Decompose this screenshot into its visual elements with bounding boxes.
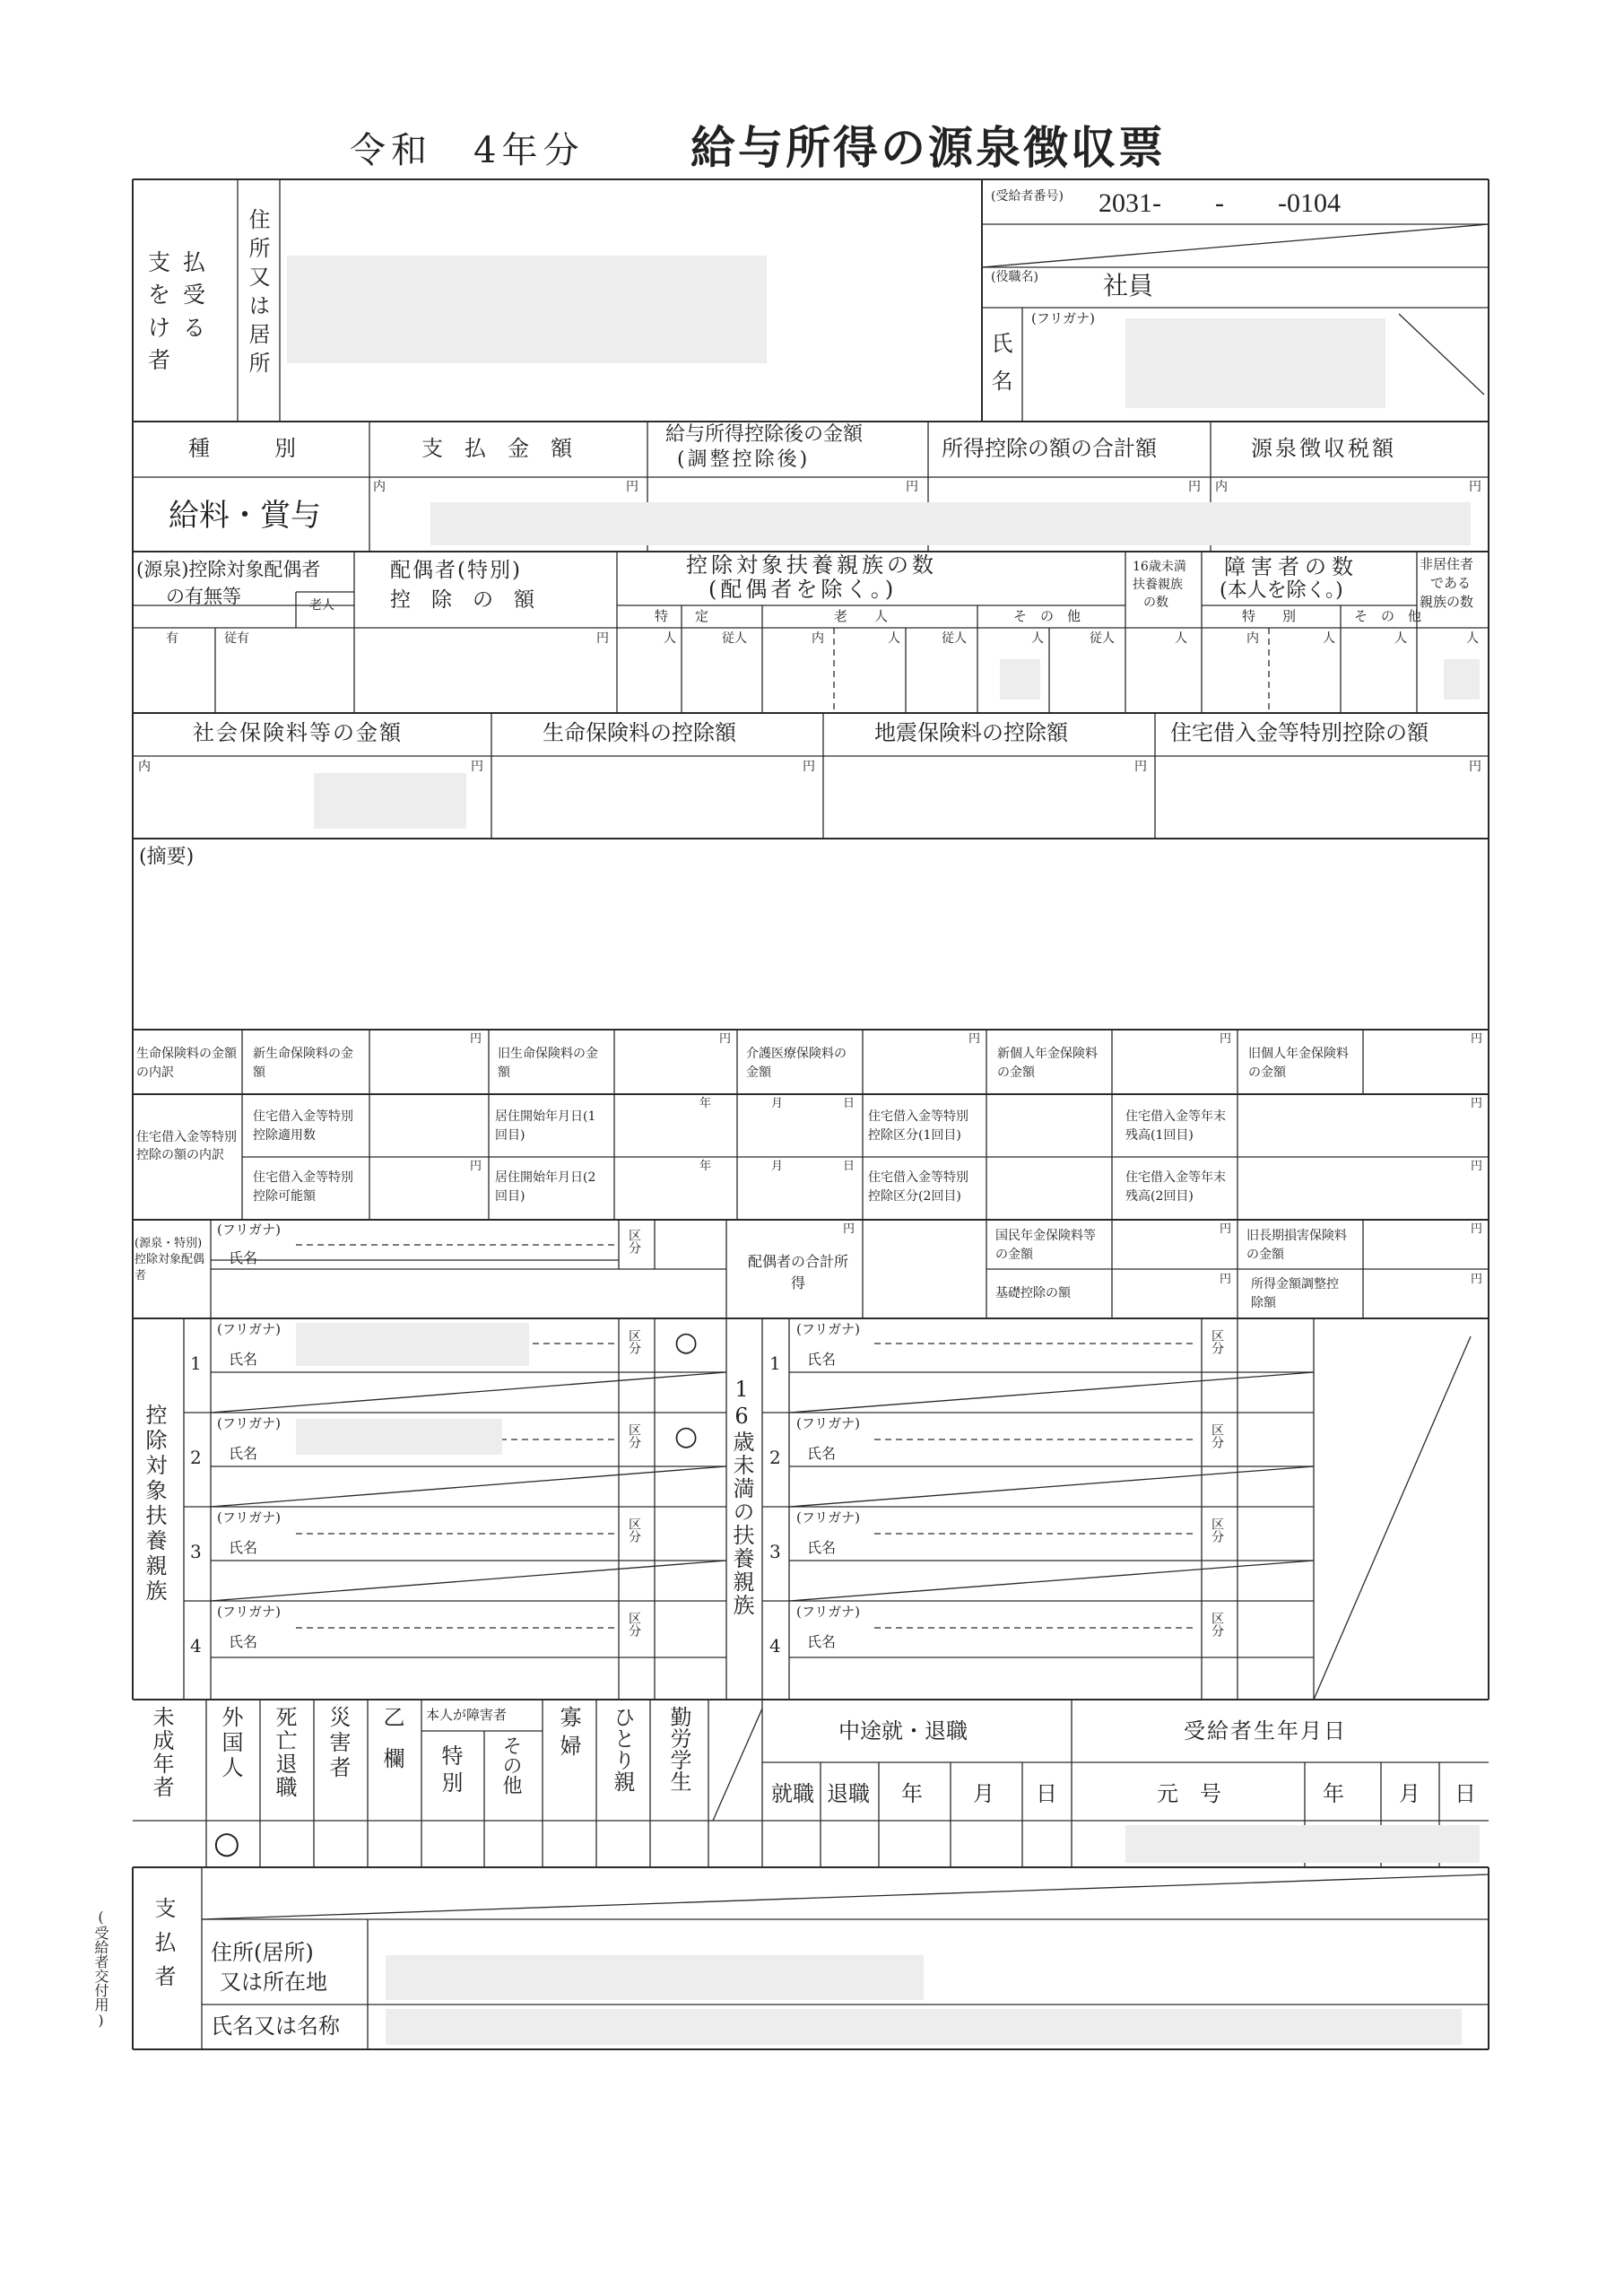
yen-mark: 円 [471,760,483,774]
category-1-label: 住宅借入金等特別控除区分(1回目) [868,1109,968,1143]
old-life-label: 旧生命保険料の金額 [498,1047,598,1080]
name-label: 氏名 [229,1633,258,1650]
spouse-deduction-label: 配偶者(特別) [390,559,522,582]
furigana-label: (フリガナ) [217,1604,281,1620]
u16-dependent-number: 4 [769,1635,781,1657]
old-pension-label: 旧個人年金保険料の金額 [1248,1047,1349,1080]
life-insurance-header: 生命保険料の控除額 [543,720,736,745]
copy-type-note: (受給者交付用) [92,1909,109,2029]
yen-mark: 円 [1220,1032,1232,1046]
inner-mark: 内 [1246,631,1259,646]
nonresident-label-3: 親族の数 [1420,594,1474,610]
special-label: 特 別 [1242,608,1297,624]
redacted-social-insurance [314,773,466,829]
widow-label: 寡婦 [556,1706,581,1763]
yen-mark: 円 [1471,1160,1483,1173]
dependents-label: 控除対象扶養親族 [142,1404,167,1605]
person-mark: 人 [664,631,676,646]
kubun-label: 区分 [1210,1423,1224,1448]
category-2-label: 住宅借入金等特別控除区分(2回目) [868,1170,968,1204]
spouse-label: (源泉)控除対象配偶者 [136,559,321,580]
name-label: 氏名 [807,1539,837,1556]
furigana-label: (フリガナ) [1031,310,1095,326]
nonresident-label-2: である [1430,575,1472,591]
after-deduction-sub: (調整控除後) [677,448,811,471]
withholding-tax-header: 源泉徴収税額 [1251,436,1396,461]
redacted-payer-address [386,1955,924,2000]
basic-deduction-label: 基礎控除の額 [995,1286,1071,1300]
dependents-count-sub: (配偶者を除く。) [708,577,898,602]
person-mark: 人 [1323,631,1335,646]
dependent-mark: ○ [674,1326,699,1358]
disabled-count-sub: (本人を除く。) [1220,579,1343,602]
month-label: 月 [973,1781,994,1806]
year-mark: 年 [699,1097,712,1110]
yen-mark: 円 [626,480,638,494]
payer-label: 支払者 [151,1897,176,1999]
housing-breakdown-label: 住宅借入金等特別控除の額の内訳 [136,1130,237,1163]
dependent-number: 4 [190,1635,202,1657]
birth-day-label: 日 [1455,1781,1476,1806]
special-disabled-label: 特別 [438,1744,463,1798]
dependents-count-title: 控除対象扶養親族の数 [686,552,937,578]
position-value: 社員 [1103,271,1154,300]
name-label: 氏名 [807,1633,837,1650]
otsu-label: 乙欄 [379,1706,404,1788]
national-pension-label: 国民年金保険料等の金額 [995,1229,1096,1262]
u16-label-3: の数 [1143,596,1168,610]
summary-label: (摘要) [139,846,195,868]
yen-mark: 円 [843,1222,855,1236]
redacted-address [287,256,767,363]
deduction-total-header: 所得控除の額の合計額 [942,436,1157,461]
student-label: 勤労学生 [666,1706,691,1792]
nonresident-label: 非居住者 [1420,556,1474,572]
yen-mark: 円 [470,1032,482,1046]
hire-label: 就職 [771,1781,814,1806]
jyu-mark: 従人 [942,631,967,646]
midway-label: 中途就・退職 [838,1718,968,1744]
u16-dependent-number: 2 [769,1447,781,1468]
earthquake-insurance-header: 地震保険料の控除額 [874,720,1068,745]
elder-dep-label: 老 人 [834,608,889,624]
person-mark: 人 [1175,631,1187,646]
redacted-cell [1000,659,1040,700]
furigana-label: (フリガナ) [796,1321,860,1337]
sub-label: 従有 [224,631,249,646]
u16-dependent-number: 3 [769,1541,781,1562]
furigana-label: (フリガナ) [217,1509,281,1526]
yen-mark: 円 [1469,480,1481,494]
payer-name-label: 氏名又は名称 [211,2013,340,2039]
birthdate-label: 受給者生年月日 [1184,1718,1347,1744]
redacted-dependent-2 [296,1419,502,1455]
era-label: 元 号 [1157,1781,1221,1806]
has-label: 有 [166,631,178,646]
kubun-label: 区分 [1210,1518,1224,1543]
recipient-id: 2031- - -0104 [1099,188,1341,218]
old-long-term-label: 旧長期損害保険料の金額 [1246,1229,1347,1262]
spouse-deduction-label-2: 控 除 の 額 [390,588,534,612]
name-label: 氏名 [229,1445,258,1462]
yen-mark: 円 [719,1032,732,1046]
person-mark: 人 [1466,631,1479,646]
name-label: 氏名 [229,1351,258,1368]
dependent-mark: ○ [674,1421,699,1452]
yen-mark: 円 [1220,1273,1232,1286]
disaster-label: 災害者 [326,1706,351,1781]
person-mark: 人 [888,631,900,646]
recipient-id-label: (受給者番号) [991,189,1064,204]
type-header: 種 別 [188,436,296,461]
spouse-label-2: の有無等 [166,586,241,607]
kubun-label: 区分 [627,1612,641,1637]
other-dis-label: そ の 他 [1354,608,1422,624]
yen-mark: 円 [1469,760,1481,774]
recipient-section-label: 支払を受ける者 [148,249,219,373]
disabled-count-title: 障害者の数 [1224,554,1359,579]
furigana-label: (フリガナ) [217,1415,281,1431]
u16-label: 16歳未満 [1133,560,1186,574]
retire-label: 退職 [827,1781,870,1806]
furigana-label: (フリガナ) [217,1222,281,1238]
name-label: 氏名 [987,332,1012,407]
pay-amount-header: 支 払 金 額 [421,436,572,461]
spouse-income-label: 配偶者の合計所得 [747,1253,848,1292]
dependent-number: 2 [190,1447,202,1468]
month-mark: 月 [771,1097,784,1110]
elder-label: 老人 [309,598,334,613]
furigana-label: (フリガナ) [796,1604,860,1620]
yen-mark: 円 [596,631,609,646]
kubun-label: 区分 [627,1423,641,1448]
page-title: 給与所得の源泉徴収票 [690,121,1166,174]
name-label: 氏名 [229,1539,258,1556]
yen-mark: 円 [803,760,815,774]
person-mark: 人 [1394,631,1407,646]
adjust-deduction-label: 所得金額調整控除額 [1251,1277,1339,1310]
furigana-label: (フリガナ) [217,1321,281,1337]
type-value: 給料・賞与 [169,498,321,534]
applicable-count-label: 住宅借入金等特別控除適用数 [253,1109,353,1143]
furigana-label: (フリガナ) [796,1509,860,1526]
after-deduction-header: 給与所得控除後の金額 [665,423,864,446]
yen-mark: 円 [968,1032,981,1046]
yen-mark: 円 [1471,1222,1483,1236]
foreign-label: 外国人 [218,1706,243,1781]
yen-mark: 円 [1471,1273,1483,1286]
dependent-number: 3 [190,1541,202,1562]
furigana-label: (フリガナ) [796,1415,860,1431]
inner-mark: 内 [138,760,151,774]
foreign-check-mark: ○ [213,1825,240,1861]
yen-mark: 円 [470,1160,482,1173]
care-medical-label: 介護医療保険料の金額 [746,1047,847,1080]
birth-year-label: 年 [1323,1781,1344,1806]
dependent-number: 1 [190,1352,202,1374]
spouse2-label: (源泉・特別)控除対象配偶者 [135,1237,205,1283]
kubun-label: 区分 [627,1329,641,1354]
u16-dependent-number: 1 [769,1352,781,1374]
minor-label: 未成年者 [149,1706,174,1799]
new-pension-label: 新個人年金保険料の金額 [997,1047,1098,1080]
person-mark: 人 [1031,631,1044,646]
single-parent-label: ひとり親 [610,1706,635,1792]
jyu-mark: 従人 [1090,631,1115,646]
kubun-label: 区分 [1210,1612,1224,1637]
start-date-1-label: 居住開始年月日(1回目) [495,1109,596,1143]
kubun-label: 区分 [627,1518,641,1543]
u16-label-2: 扶養親族 [1133,578,1183,592]
inner-mark: 内 [373,480,386,494]
year-label: 年 [901,1781,923,1806]
kubun-label: 区分 [627,1229,641,1254]
name-label: 氏名 [807,1351,837,1368]
yen-mark: 円 [906,480,918,494]
redacted-name [1125,318,1385,408]
position-label: (役職名) [991,270,1038,284]
other-dep-label: そ の 他 [1013,608,1081,624]
other-disabled-label: その他 [499,1735,522,1795]
payer-address-label-2: 又は所在地 [220,1970,327,1995]
death-retire-label: 死亡退職 [272,1706,297,1799]
year-mark: 年 [699,1160,712,1173]
month-mark: 月 [771,1160,784,1173]
housing-loan-header: 住宅借入金等特別控除の額 [1170,720,1429,745]
yen-mark: 円 [1471,1097,1483,1110]
address-label: 住所又は居所 [245,208,270,380]
life-breakdown-label: 生命保険料の金額の内訳 [136,1047,237,1080]
yen-mark: 円 [1220,1222,1232,1236]
social-insurance-header: 社会保険料等の金額 [193,720,403,745]
day-label: 日 [1036,1781,1057,1806]
birth-month-label: 月 [1399,1781,1420,1806]
inner-mark: 内 [812,631,824,646]
jyu-mark: 従人 [722,631,747,646]
redacted-cell [1444,659,1480,700]
balance-2-label: 住宅借入金等年末残高(2回目) [1125,1170,1226,1204]
era-year: 令和 4年分 [350,130,585,171]
yen-mark: 円 [1188,480,1201,494]
yen-mark: 円 [1134,760,1147,774]
day-mark: 日 [843,1160,855,1173]
possible-amount-label: 住宅借入金等特別控除可能額 [253,1170,353,1204]
disabled-self-label: 本人が障害者 [426,1707,508,1723]
inner-mark: 内 [1215,480,1228,494]
u16-dependents-label: 16歳未満の扶養親族 [729,1377,754,1617]
payer-address-label: 住所(居所) [211,1940,314,1965]
yen-mark: 円 [1471,1032,1483,1046]
redacted-amounts [430,502,1471,545]
day-mark: 日 [843,1097,855,1110]
kubun-label: 区分 [1210,1329,1224,1354]
name-label: 氏名 [229,1249,258,1266]
redacted-birthdate [1125,1825,1480,1863]
start-date-2-label: 居住開始年月日(2回目) [495,1170,596,1204]
redacted-payer-name [386,2009,1462,2045]
balance-1-label: 住宅借入金等年末残高(1回目) [1125,1109,1226,1143]
specific-label: 特 定 [655,608,709,624]
name-label: 氏名 [807,1445,837,1462]
redacted-dependent-1 [296,1323,529,1366]
new-life-label: 新生命保険料の金額 [253,1047,353,1080]
